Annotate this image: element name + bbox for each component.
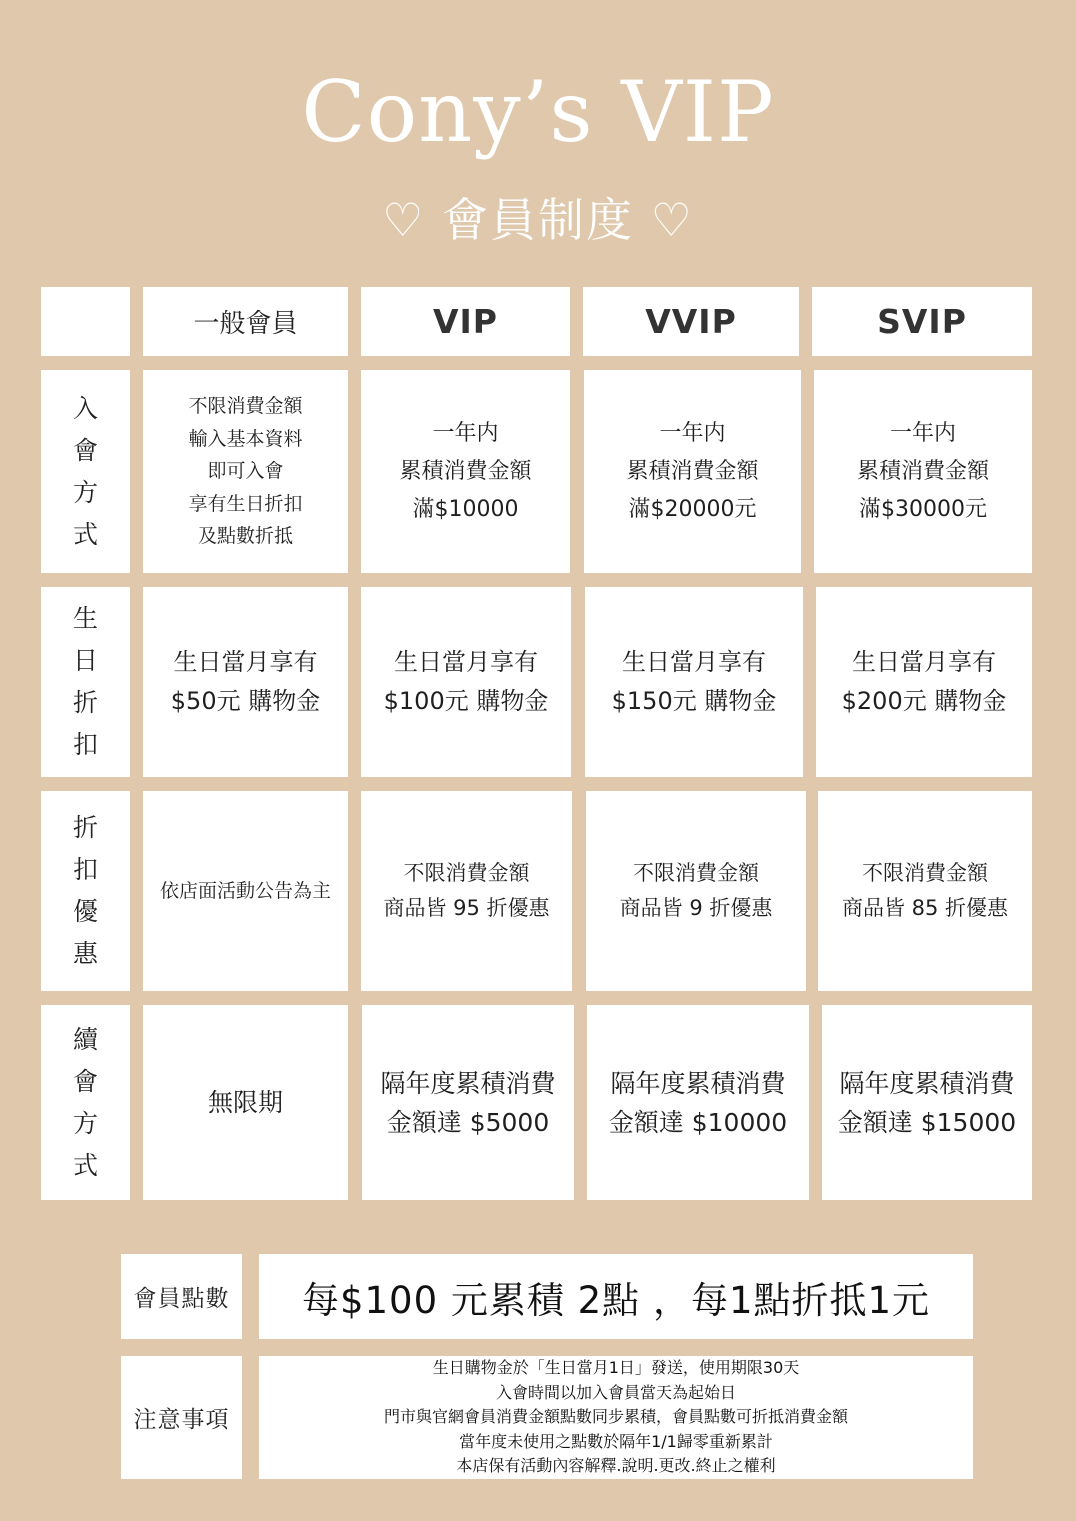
- cell-text: 累積消費金額: [626, 458, 759, 484]
- notes-label-cell: [121, 1356, 242, 1479]
- row-label-char: 式: [72, 1150, 98, 1180]
- birthday-vip-cell: [361, 587, 571, 777]
- cell-text: 依店面活動公告為主: [159, 880, 331, 902]
- row-label-char: 方: [72, 1108, 98, 1138]
- birthday-vvip-cell: [585, 587, 803, 777]
- tier-header-label: SVIP: [877, 302, 967, 341]
- tier-header-general: [143, 287, 348, 356]
- cell-text: 金額達 $5000: [386, 1107, 550, 1137]
- row-label-discount: [41, 791, 130, 991]
- points-label-cell: [121, 1254, 242, 1339]
- tier-header-label: VIP: [432, 302, 498, 341]
- cell-text: 不限消費金額: [633, 861, 759, 885]
- tier-header-label: VVIP: [645, 302, 737, 341]
- join-vip-cell: [361, 370, 570, 573]
- row-label-char: 扣: [72, 730, 98, 759]
- row-label-char: 生: [72, 604, 98, 633]
- page-title: Cony’s VIP: [301, 63, 775, 161]
- points-label: 會員點數: [133, 1286, 230, 1312]
- cell-text: 即可入會: [207, 460, 284, 483]
- page-subtitle: ♡ 會員制度 ♡: [382, 193, 694, 247]
- join-general-cell: [143, 370, 348, 573]
- row-label-char: 會: [72, 435, 98, 465]
- renewal-svip-cell: [822, 1005, 1032, 1200]
- row-label-birthday: [41, 587, 130, 777]
- cell-text: 享有生日折扣: [188, 492, 303, 515]
- notes-content-cell: [259, 1356, 973, 1479]
- cell-text: 不限消費金額: [862, 861, 988, 885]
- cell-text: $50元 購物金: [170, 687, 321, 715]
- cell-text: 生日當月享有: [394, 648, 538, 676]
- row-label-renewal: [41, 1005, 130, 1200]
- row-label-char: 會: [72, 1066, 98, 1096]
- tier-header-vip: [361, 287, 570, 356]
- cell-text: 生日當月享有: [173, 648, 318, 676]
- renewal-vvip-cell: [587, 1005, 809, 1200]
- cell-text: 商品皆 95 折優惠: [383, 896, 550, 920]
- renewal-general-cell: [143, 1005, 348, 1200]
- points-rule-text: 每$100 元累積 2點 ，每1點折抵1元: [301, 1278, 931, 1322]
- join-vvip-cell: [584, 370, 801, 573]
- header-corner-cell: [41, 287, 130, 356]
- notes-label: 注意事項: [133, 1407, 230, 1433]
- row-label-char: 優: [72, 897, 98, 926]
- cell-text: 滿$30000元: [859, 496, 987, 522]
- cell-text: 及點數折抵: [197, 525, 293, 548]
- cell-text: 隔年度累積消費: [380, 1068, 556, 1098]
- tier-header-label: 一般會員: [193, 309, 298, 339]
- cell-text: 隔年度累積消費: [610, 1068, 786, 1098]
- row-label-join: [41, 370, 130, 573]
- cell-text: 一年内: [659, 420, 726, 446]
- join-svip-cell: [814, 370, 1032, 573]
- cell-text: 金額達 $10000: [608, 1107, 788, 1137]
- renewal-vip-cell: [362, 1005, 574, 1200]
- row-label-char: 入: [72, 393, 98, 423]
- discount-vip-cell: [361, 791, 572, 991]
- cell-text: 無限期: [207, 1088, 283, 1117]
- row-label-char: 方: [72, 477, 98, 507]
- birthday-svip-cell: [816, 587, 1032, 777]
- cell-text: 滿$20000元: [628, 496, 757, 522]
- tier-header-vvip: [583, 287, 799, 356]
- cell-text: $100元 購物金: [383, 687, 549, 715]
- row-label-char: 續: [72, 1024, 98, 1054]
- row-label-char: 折: [72, 813, 98, 842]
- row-label-char: 日: [72, 646, 98, 675]
- cell-text: 商品皆 85 折優惠: [841, 896, 1009, 920]
- discount-svip-cell: [818, 791, 1032, 991]
- row-label-char: 折: [72, 688, 98, 717]
- points-rule-cell: [259, 1254, 973, 1339]
- cell-text: $150元 購物金: [611, 687, 777, 715]
- cell-text: 生日當月享有: [622, 648, 766, 676]
- notes-line: 入會時間以加入會員當天為起始日: [495, 1382, 736, 1402]
- notes-line: 生日購物金於「生日當月1日」發送，使用期限30天: [432, 1358, 800, 1378]
- cell-text: 金額達 $15000: [837, 1107, 1017, 1137]
- cell-text: 隔年度累積消費: [839, 1068, 1015, 1098]
- tier-header-svip: [812, 287, 1032, 356]
- cell-text: 累積消費金額: [856, 458, 989, 484]
- cell-text: 商品皆 9 折優惠: [619, 896, 773, 920]
- cell-text: 輸入基本資料: [188, 427, 303, 450]
- cell-text: 不限消費金額: [188, 395, 303, 418]
- notes-line: 門市與官網會員消費金額點數同步累積，會員點數可折抵消費金額: [383, 1407, 848, 1427]
- notes-line: 本店保有活動內容解釋.說明.更改.終止之權利: [456, 1456, 776, 1476]
- cell-text: 滿$10000: [412, 496, 519, 522]
- cell-text: 一年内: [432, 420, 499, 446]
- row-label-char: 式: [72, 519, 98, 549]
- cell-text: 一年内: [889, 420, 956, 446]
- cell-text: $200元 購物金: [841, 687, 1007, 715]
- discount-vvip-cell: [586, 791, 806, 991]
- cell-text: 生日當月享有: [852, 648, 996, 676]
- notes-line: 當年度未使用之點數於隔年1/1歸零重新累計: [459, 1431, 773, 1451]
- discount-general-cell: [143, 791, 348, 991]
- birthday-general-cell: [143, 587, 348, 777]
- cell-text: 不限消費金額: [403, 861, 530, 885]
- cell-text: 累積消費金額: [399, 458, 532, 484]
- row-label-char: 扣: [72, 855, 98, 884]
- row-label-char: 惠: [72, 939, 98, 968]
